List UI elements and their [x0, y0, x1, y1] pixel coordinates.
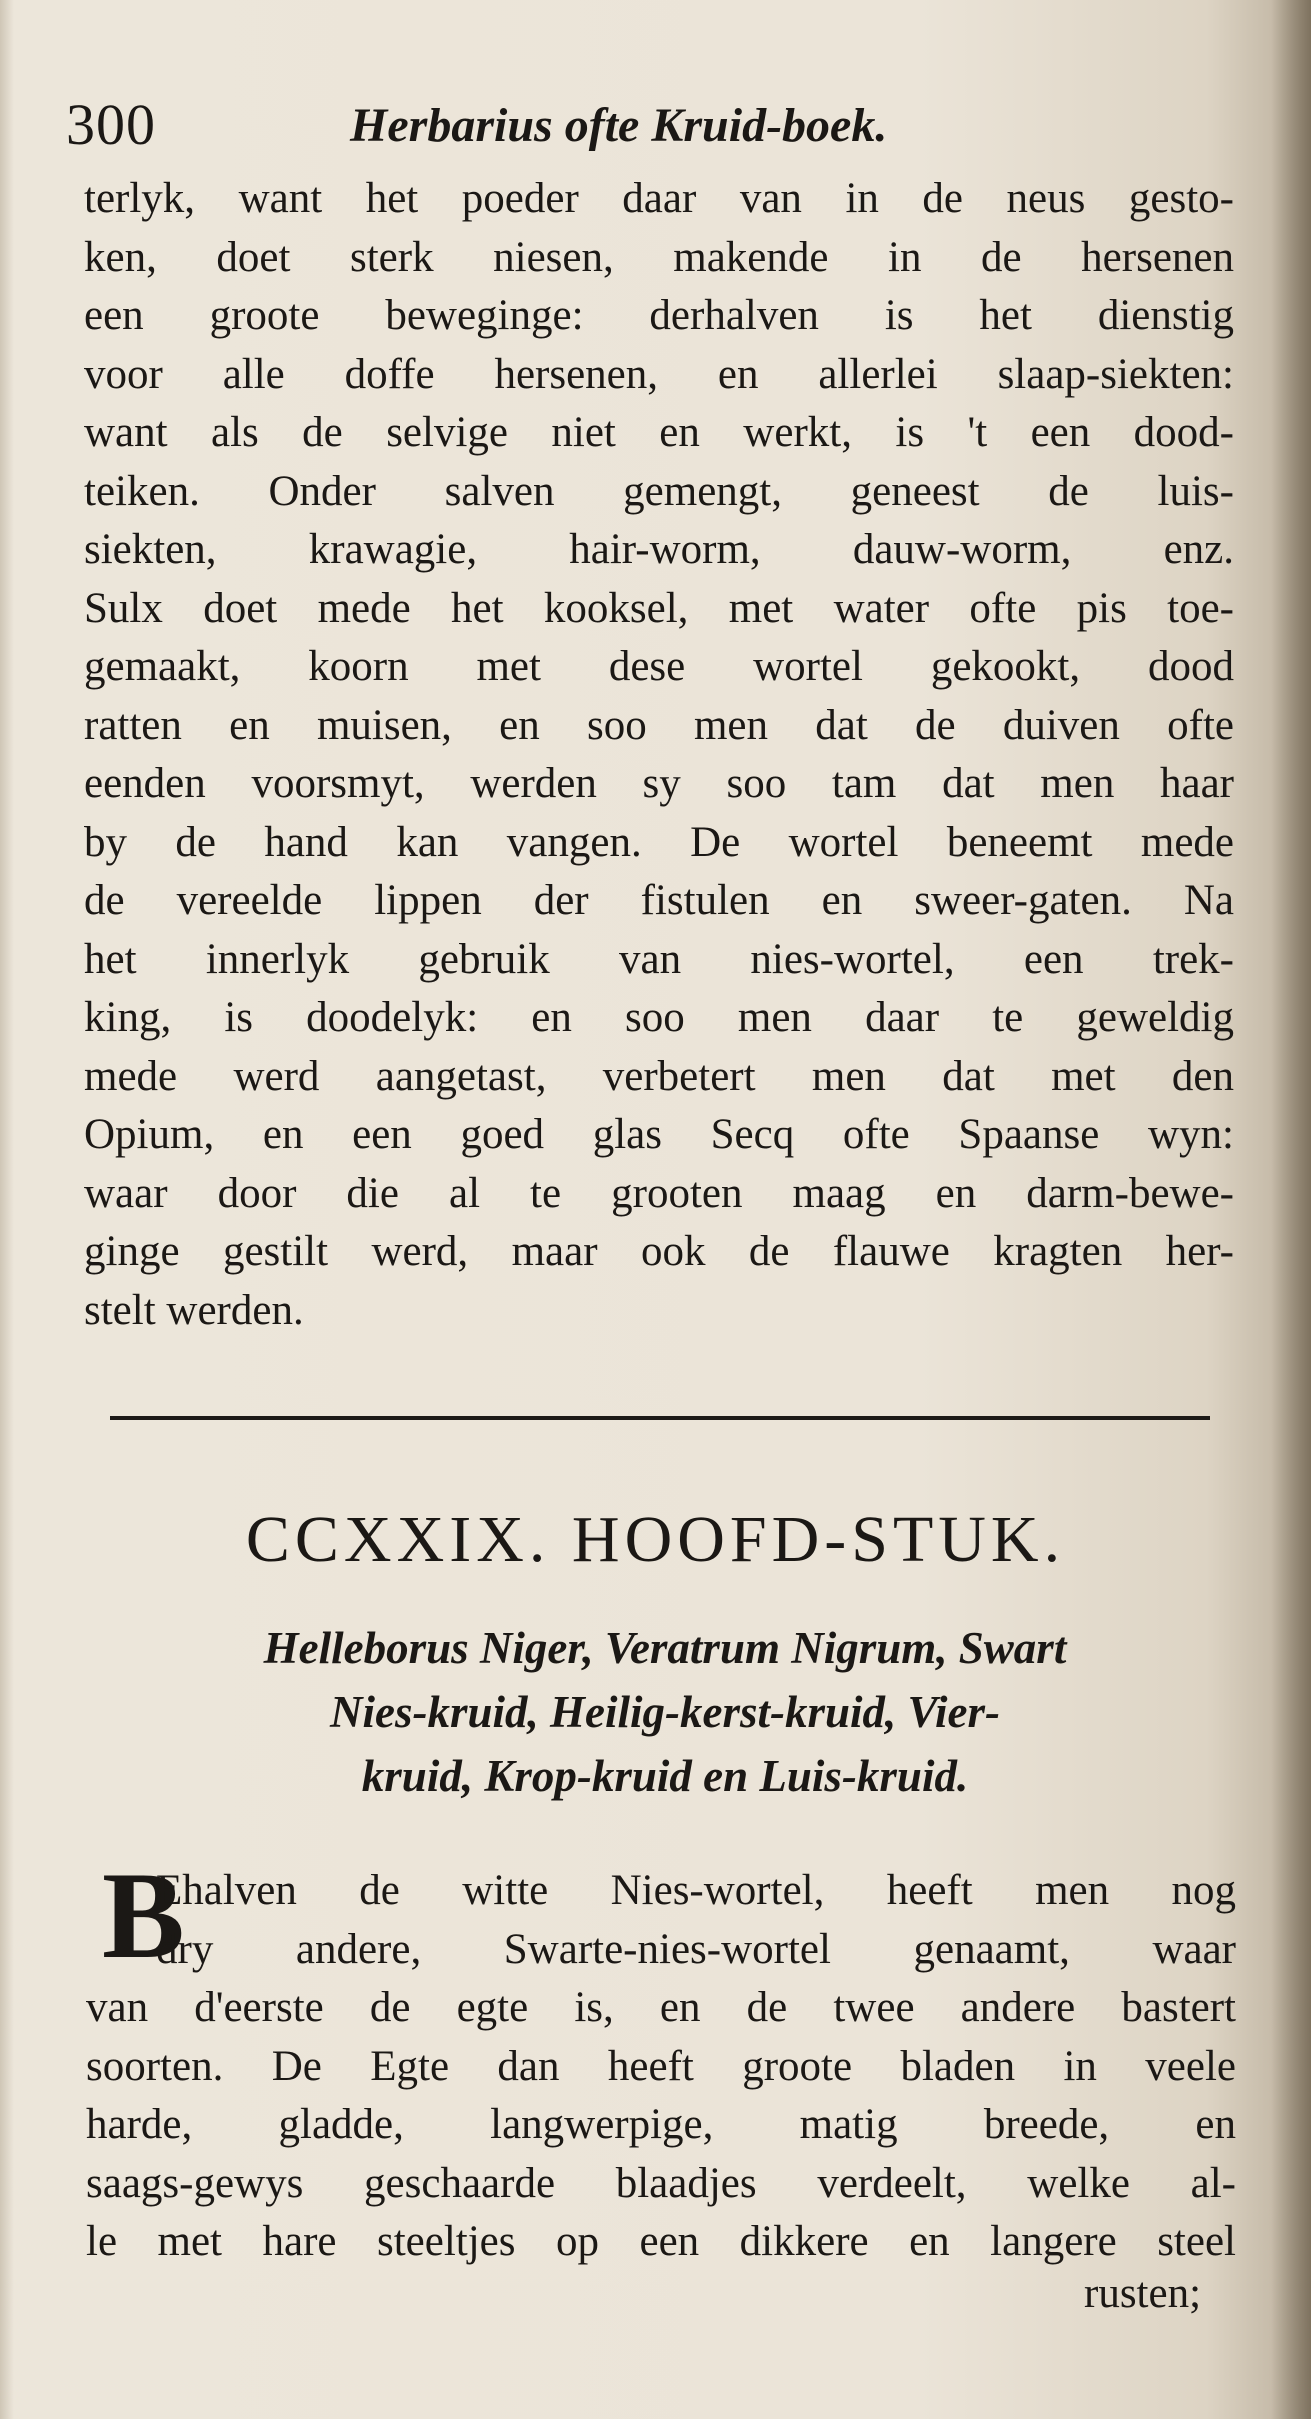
- text-line: le met hare steeltjes op een dikkere en langere steel: [86, 2218, 1236, 2265]
- text-line: Ehalven de witte Nies-wortel, heeft men nog: [156, 1867, 1236, 1914]
- text-line: teiken. Onder salven gemengt, geneest de luis-: [84, 467, 1234, 515]
- text-line: waar door die al te grooten maag en darm-bewe-: [84, 1169, 1234, 1217]
- page-number: 300: [66, 92, 156, 157]
- text-line: Opium, en een goed glas Secq ofte Spaanse wyn:: [84, 1111, 1234, 1158]
- text-line: soorten. De Egte dan heeft groote bladen in veele: [86, 2042, 1236, 2090]
- page-shadow-left: [0, 0, 14, 2419]
- catchword: rusten;: [1084, 2270, 1202, 2317]
- chapter-heading: CCXXIX. HOOFD-STUK.: [245, 1503, 1066, 1576]
- text-line: want als de selvige niet en werkt, is 't een dood-: [84, 409, 1234, 456]
- text-line: een groote beweginge: derhalven is het dienstig: [84, 292, 1234, 339]
- text-line: Sulx doet mede het kooksel, met water ofte pis toe-: [84, 584, 1234, 632]
- text-line: king, is doodelyk: en soo men daar te geweldig: [84, 994, 1234, 1041]
- text-line: mede werd aangetast, verbetert men dat met den: [84, 1052, 1234, 1100]
- text-line: voor alle doffe hersenen, en allerlei slaap-siekten:: [84, 350, 1234, 398]
- text-line: van d'eerste de egte is, en de twee andere bastert: [86, 1984, 1236, 2031]
- text-line: saags-gewys geschaarde blaadjes verdeelt, welke al-: [86, 2159, 1236, 2207]
- continued-text: [84, 170, 1234, 1340]
- text-line: siekten, krawagie, hair-worm, dauw-worm, enz.: [84, 526, 1234, 573]
- running-title: Herbarius ofte Kruid-boek.: [350, 99, 888, 152]
- text-line: by de hand kan vangen. De wortel beneemt mede: [84, 818, 1234, 866]
- chapter-subtitle: [120, 1616, 1210, 1808]
- text-line: stelt werden.: [84, 1286, 304, 1334]
- text-line: het innerlyk gebruik van nies-wortel, een trek-: [84, 935, 1234, 983]
- text-line: terlyk, want het poeder daar van in de neus gesto-: [84, 175, 1234, 222]
- page-header: [66, 90, 1246, 160]
- drop-cap: B: [102, 1847, 185, 1984]
- text-line: harde, gladde, langwerpige, matig breede, en: [86, 2101, 1236, 2148]
- text-line: ginge gestilt werd, maar ook de flauwe kragten her-: [84, 1228, 1234, 1275]
- page-shadow-right: [1271, 0, 1311, 2419]
- subtitle-line: Helleborus Niger, Veratrum Nigrum, Swart: [263, 1623, 1067, 1673]
- chapter-paragraph: [86, 1862, 1236, 2272]
- section-divider: [110, 1416, 1210, 1420]
- text-line: dry andere, Swarte-nies-wortel genaamt, waar: [156, 1925, 1236, 1973]
- subtitle-line: kruid, Krop-kruid en Luis-kruid.: [361, 1751, 969, 1801]
- text-line: gemaakt, koorn met dese wortel gekookt, dood: [84, 643, 1234, 690]
- text-line: eenden voorsmyt, werden sy soo tam dat men haar: [84, 760, 1234, 807]
- text-line: ken, doet sterk niesen, makende in de hersenen: [84, 233, 1234, 281]
- subtitle-line: Nies-kruid, Heilig-kerst-kruid, Vier-: [329, 1687, 1000, 1737]
- text-line: ratten en muisen, en soo men dat de duiven ofte: [84, 701, 1234, 749]
- text-line: de vereelde lippen der fistulen en sweer-gaten. Na: [84, 877, 1234, 924]
